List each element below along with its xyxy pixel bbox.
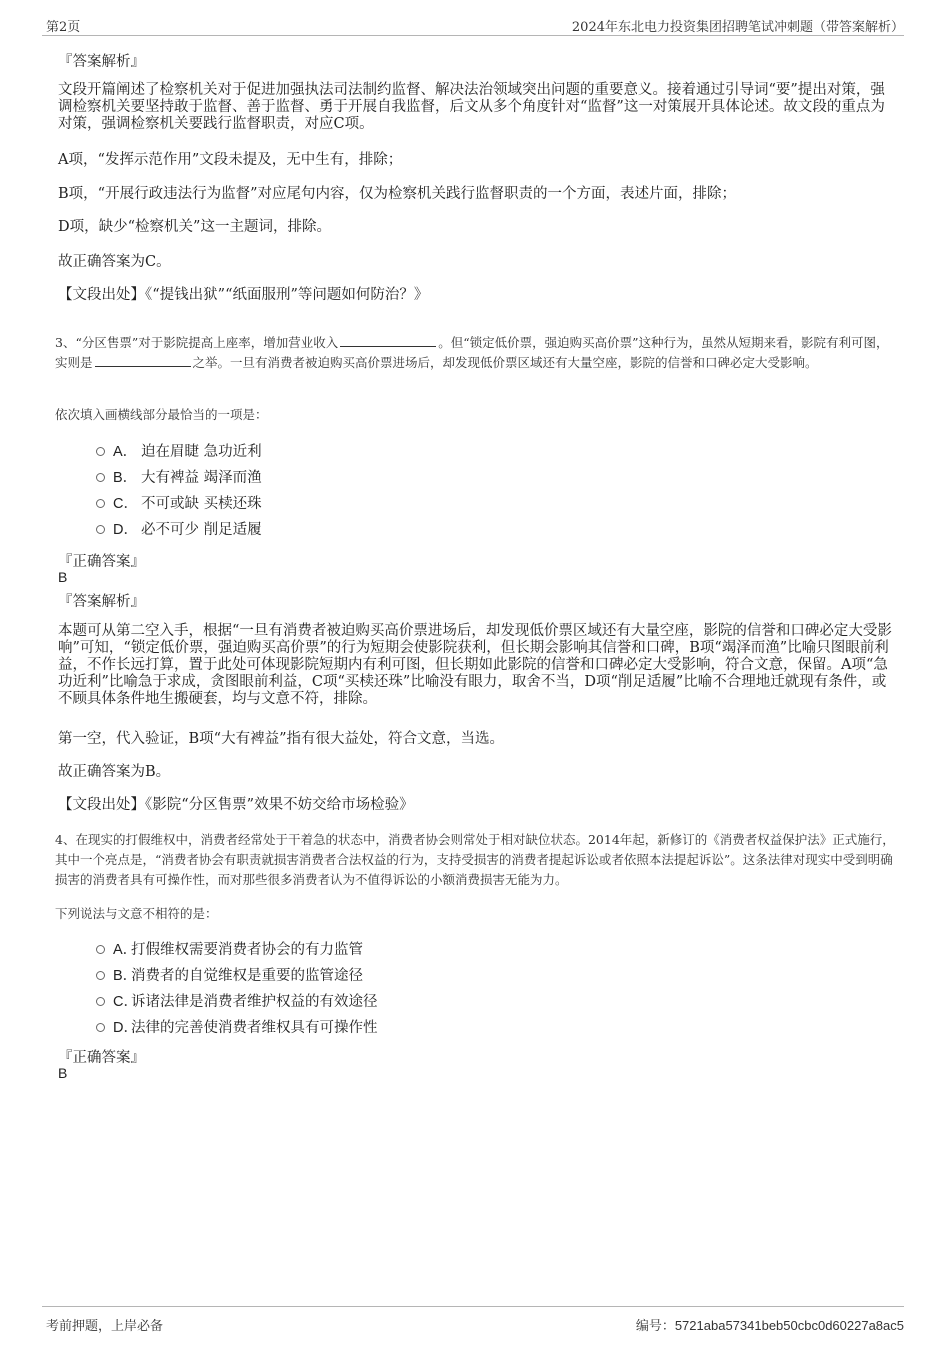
q2-analysis-option-d: D项，缺少“检察机关”这一主题词，排除。: [58, 219, 331, 235]
q2-analysis-option-b: B项，“开展行政违法行为监督”对应尾句内容，仅为检察机关践行监督职责的一个方面，表述片面，排除；: [58, 186, 736, 202]
radio-icon[interactable]: [96, 971, 105, 980]
q2-analysis-paragraph: 文段开篇阐述了检察机关对于促进加强执法司法制约监督、解决法治领域突出问题的重要意义。接着通过引导词“要”提出对策，强调检察机关要坚持敢于监督、善于监督、勇于开展自我监督，后文从多个角度针对“监督”这一对策展开具体论述。故文段的重点为对策，强调检察机关要践行监督职责，对应C项。: [58, 82, 885, 132]
code-value: 5721aba57341beb50cbc0d60227a8ac5: [674, 1318, 904, 1333]
q4-option-d[interactable]: D．法律的完善使消费者维权具有可操作性: [96, 1017, 378, 1039]
q3-option-c[interactable]: C． 不可或缺 买椟还珠: [96, 493, 262, 515]
q4-answer: B: [58, 1065, 68, 1081]
q3-blank-2: [95, 355, 191, 367]
radio-icon[interactable]: [96, 997, 105, 1006]
q3-stem: [55, 333, 895, 373]
q3-option-b[interactable]: B． 大有裨益 竭泽而渔: [96, 467, 262, 489]
q3-stem-part2: 。但“锁定低价票，强迫购买高价票”这种行为，虽然从短期来看，影院有利可图，实则是: [55, 335, 889, 370]
radio-icon[interactable]: [96, 1023, 105, 1032]
q4-prompt: 下列说法与文意不相符的是：: [55, 906, 218, 921]
q2-correct-answer-statement: 故正确答案为C。: [58, 254, 171, 270]
page-number: 第2页: [46, 20, 81, 35]
radio-icon[interactable]: [96, 945, 105, 954]
radio-icon[interactable]: [96, 525, 105, 534]
document-title: 2024年东北电力投资集团招聘笔试冲刺题（带答案解析）: [571, 20, 904, 35]
q3-correct-answer-statement: 故正确答案为B。: [58, 764, 171, 780]
q3-analysis-paragraph: 本题可从第二空入手，根据“一旦有消费者被迫购买高价票进场后，却发现低价票区域还有大量空座，影院的信誉和口碑必定大受影响”可知，“锁定低价票，强迫购买高价票”的行为短期会使影院获利，但长期会影响其信誉和口碑，B项“竭泽而渔”比喻只图眼前利益，不作长远打算，置于此处可体现影院短期内有利可图，但长期如此影院的信誉和口碑必定大受影响，符合文意，保留。A项“急功近利”比喻急于求成，贪图眼前利益，C项“买椟还珠”比喻没有眼力，取舍不当，D项“削足适履”比喻不合理地迁就现有条件，或不顾具体条件地生搬硬套，均与文意不符，排除。: [58, 623, 892, 707]
q4-answer-label: 『正确答案』: [58, 1050, 145, 1066]
document-code: [636, 1315, 904, 1334]
q3-answer: B: [58, 569, 68, 585]
q3-blank-1: [340, 335, 436, 347]
radio-icon[interactable]: [96, 447, 105, 456]
code-label: 编号：: [635, 1319, 675, 1334]
page-footer: [42, 1306, 904, 1336]
q2-source: 【文段出处】《“提钱出狱”“纸面服刑”等问题如何防治？》: [58, 287, 429, 303]
q4-option-a[interactable]: A．打假维权需要消费者协会的有力监管: [96, 939, 363, 961]
q3-analysis-label: 『答案解析』: [58, 594, 145, 610]
q3-analysis-first-blank: 第一空，代入验证，B项“大有裨益”指有很大益处，符合文意，当选。: [58, 731, 504, 747]
q4-option-b[interactable]: B．消费者的自觉维权是重要的监管途径: [96, 965, 363, 987]
q3-source: 【文段出处】《影院“分区售票”效果不妨交给市场检验》: [58, 797, 414, 813]
q3-option-d[interactable]: D． 必不可少 削足适履: [96, 519, 262, 541]
q4-stem: 4、在现实的打假维权中，消费者经常处于干着急的状态中，消费者协会则常处于相对缺位状态。2014年起，新修订的《消费者权益保护法》正式施行，其中一个亮点是，“消费者协会有职责就损害消费者合法权益的行为，支持受损害的消费者提起诉讼或者依照本法提起诉讼”。这条法律对现实中受到明确损害的消费者具有可操作性，而对那些很多消费者认为不值得诉讼的小额消费损害无能为力。: [55, 832, 895, 887]
q3-prompt: 依次填入画横线部分最恰当的一项是：: [55, 407, 268, 422]
radio-icon[interactable]: [96, 473, 105, 482]
q3-option-a[interactable]: A． 迫在眉睫 急功近利: [96, 441, 262, 463]
footer-slogan: 考前押题，上岸必备: [46, 1319, 164, 1334]
q3-stem-part3: 之举。一旦有消费者被迫购买高价票进场后，却发现低价票区域还有大量空座，影院的信誉和口碑必定大受影响。: [192, 355, 818, 370]
q4-option-c[interactable]: C．诉诸法律是消费者维护权益的有效途径: [96, 991, 378, 1013]
q2-analysis-label: 『答案解析』: [58, 54, 145, 70]
q3-answer-label: 『正确答案』: [58, 554, 145, 570]
q2-analysis-option-a: A项，“发挥示范作用”文段未提及，无中生有，排除；: [58, 152, 403, 168]
q3-stem-part1: 3、“分区售票”对于影院提高上座率，增加营业收入: [55, 335, 339, 350]
radio-icon[interactable]: [96, 499, 105, 508]
page-header: [42, 14, 904, 36]
